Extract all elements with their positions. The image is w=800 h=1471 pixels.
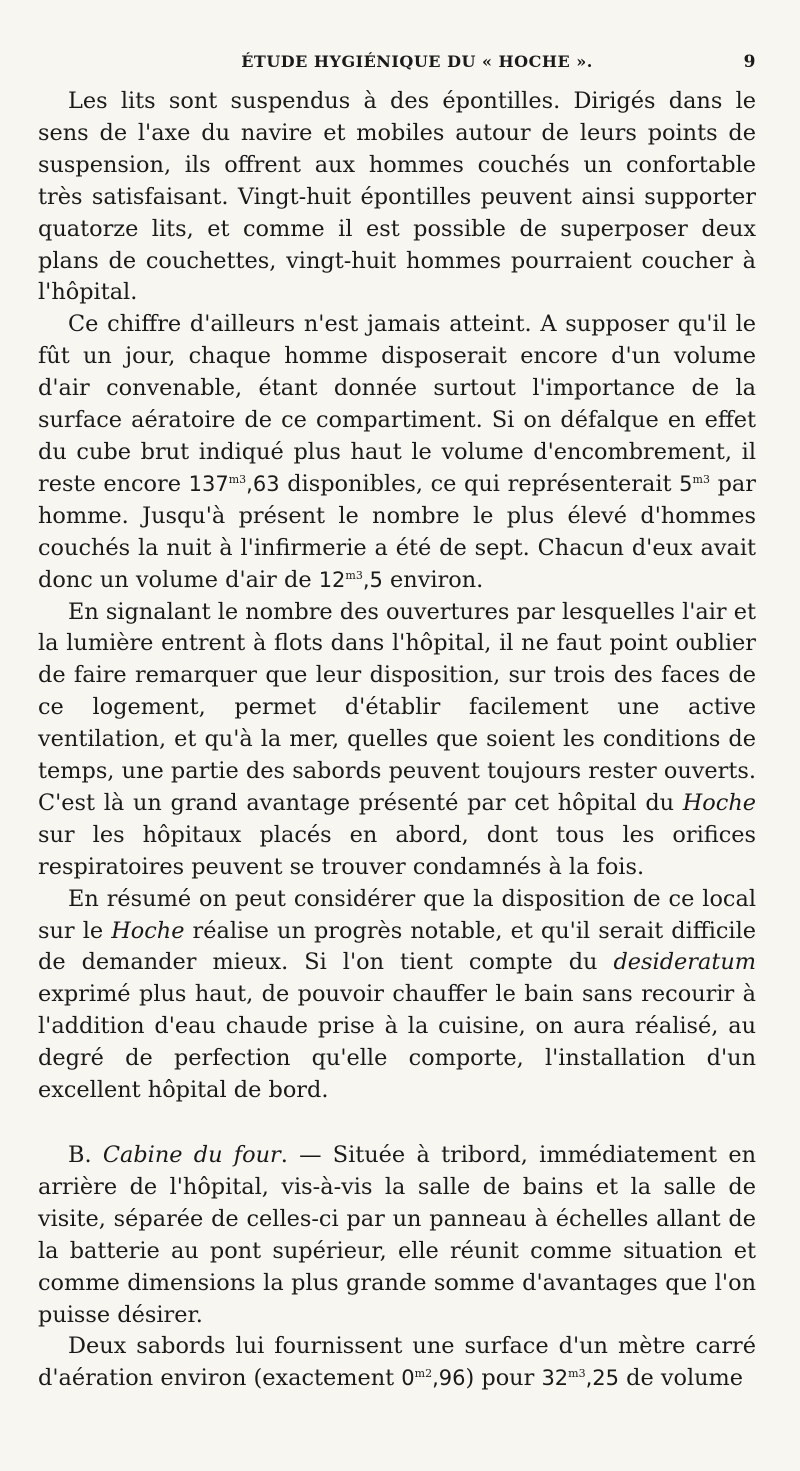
text-run: En résumé on peut considérer que la disposition de ce local sur le: [38, 885, 756, 944]
ship-name: Hoche: [111, 917, 185, 944]
running-title: ÉTUDE HYGIÉNIQUE DU « HOCHE ».: [241, 52, 593, 71]
text-run: ) pour: [465, 1365, 542, 1392]
body-text: [38, 86, 756, 1395]
unit: m3: [692, 472, 710, 486]
cabin-volume: 32: [541, 1366, 569, 1391]
paragraph-beds: [38, 86, 756, 309]
unit: m3: [345, 568, 363, 582]
cabin-volume-decimal: ,25: [585, 1366, 620, 1391]
volume-each-decimal: ,5: [362, 567, 383, 592]
running-head: [38, 52, 756, 86]
text-run: En signalant le nombre des ouvertures par lesquelles l'air et la lumière entrent à flots dans l'hôpital, il ne faut point oublier de faire remarquer que leur disposition, sur trois des faces de ce logement, permet d'établir facilement une active ventilation, et qu'à la mer, quelles que soient les conditions de temps, une partie des sabords peuvent toujours rester ouverts. C'est là un grand avantage présenté par cet hôpital du: [38, 598, 756, 816]
text-run: exprimé plus haut, de pouvoir chauffer le bain sans recourir à l'addition d'eau chaude prise à la cuisine, on aura réalisé, au degré de perfection qu'elle comporte, l'installation d'un excellent hôpital de bord.: [38, 981, 756, 1104]
latin-term: desideratum: [613, 949, 756, 976]
text-run: sur les hôpitaux placés en abord, dont tous les orifices respiratoires peuvent se trouver condamnés à la fois.: [38, 821, 756, 880]
unit: m2: [414, 1367, 433, 1381]
volume-decimal: ,63: [246, 471, 280, 496]
unit: m3: [568, 1367, 586, 1381]
text-run: Deux sabords lui fournissent une surface d'un mètre carré d'aération environ (exactement: [38, 1333, 756, 1392]
section-heading: Cabine du four: [102, 1142, 281, 1168]
text-run: . — Située à tribord, immédiatement en arrière de l'hôpital, vis-à-vis la salle de bains et la salle de visite, séparée de celles-ci par un panneau à échelles allant de la batterie au pont supérieur, elle réunit comme situation et comme dimensions la plus grande somme d'avantages que l'on puisse désirer.: [38, 1142, 756, 1328]
volume-each: 12: [318, 567, 346, 592]
text-run: disponibles, ce qui représenterait: [279, 470, 680, 497]
paragraph-air-volume: [38, 309, 756, 596]
text-run: réalise un progrès notable, et qu'il serait difficile de demander mieux. Si l'on tient compte du: [38, 917, 756, 976]
surface-decimal: ,96: [432, 1366, 466, 1391]
volume-per-man: 5: [679, 471, 693, 496]
paragraph-oven-cabin: [38, 1140, 756, 1331]
paragraph-portholes: [38, 1331, 756, 1395]
volume-value: 137: [188, 471, 229, 496]
paragraph-summary: [38, 884, 756, 1107]
text-run: environ.: [382, 566, 484, 593]
text-run: par homme. Jusqu'à présent le nombre le plus élevé d'hommes couchés la nuit à l'infirmerie a été de sept. Chacun d'eux avait donc un volume d'air de: [38, 470, 756, 593]
paragraph-beds-text: Les lits sont suspendus à des épontilles. Dirigés dans le sens de l'axe du navire et mobiles autour de leurs points de suspension, ils offrent aux hommes couchés un confortable très satisfaisant. Vingt-huit épontilles peuvent ainsi supporter quatorze lits, et comme il est possible de superposer deux plans de couchettes, vingt-huit hommes pourraient coucher à l'hôpital.: [38, 88, 756, 306]
section-label: B.: [68, 1142, 103, 1168]
unit: m3: [228, 472, 247, 486]
text-run: Ce chiffre d'ailleurs n'est jamais atteint. A supposer qu'il le fût un jour, chaque homme disposerait encore d'un volume d'air convenable, étant donnée surtout l'importance de la surface aératoire de ce compartiment. Si on défalque en effet du cube brut indiqué plus haut le volume d'encombrement, il reste encore: [38, 311, 756, 497]
ship-name: Hoche: [682, 789, 756, 816]
surface-value: 0: [401, 1366, 415, 1391]
paragraph-ventilation: [38, 597, 756, 884]
page-number: 9: [743, 52, 756, 72]
text-run: de volume: [619, 1365, 744, 1392]
